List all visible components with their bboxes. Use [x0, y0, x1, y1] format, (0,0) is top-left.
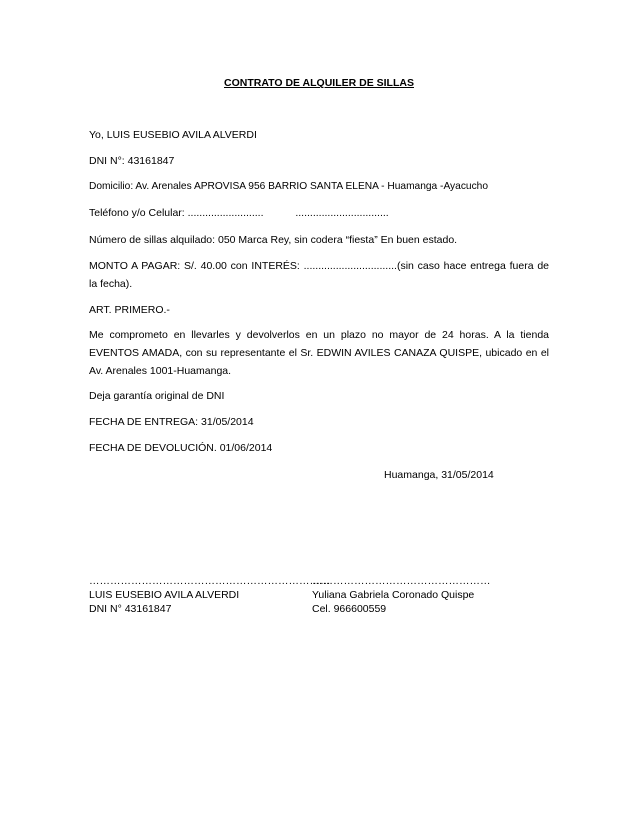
payment-paragraph: MONTO A PAGAR: S/. 40.00 con INTERÉS: ................................(sin caso hace entrega fuera de la fecha). [89, 260, 549, 290]
signature-id-left: DNI N° 43161847 [89, 603, 172, 615]
delivery-date-line: FECHA DE ENTREGA: 31/05/2014 [89, 416, 254, 428]
article-heading: ART. PRIMERO.- [89, 304, 170, 316]
dni-line: DNI N°: 43161847 [89, 155, 175, 167]
signature-block-right [312, 574, 491, 616]
guarantee-line: Deja garantía original de DNI [89, 390, 225, 402]
signature-name-right: Yuliana Gabriela Coronado Quispe [312, 589, 475, 601]
phone-line [89, 204, 549, 222]
address-line: Domicilio: Av. Arenales APROVISA 956 BARRIO SANTA ELENA - Huamanga -Ayacucho [89, 181, 489, 192]
return-date-line: FECHA DE DEVOLUCIÓN. 01/06/2014 [89, 442, 273, 454]
tenant-name-line: Yo, LUIS EUSEBIO AVILA ALVERDI [89, 129, 257, 141]
signature-line-left: …………………………………………………………… [89, 575, 331, 587]
chairs-line: Número de sillas alquilado: 050 Marca Rey, sin codera “fiesta” En buen estado. [89, 234, 458, 246]
phone-label: Teléfono y/o Celular: .......................... [89, 207, 264, 219]
article-text: Me comprometo en llevarles y devolverlos en un plazo no mayor de 24 horas. A la tienda EVENTOS AMADA, con su representante el Sr. EDWIN AVILES CANAZA QUISPE, ubicado en el Av. Arenales 1001-Huamanga. [89, 329, 549, 377]
signature-id-right: Cel. 966600559 [312, 603, 387, 615]
document-title: CONTRATO DE ALQUILER DE SILLAS [224, 77, 414, 89]
signature-line-right: …………………………………………… [312, 575, 491, 587]
signature-block-left [89, 574, 331, 616]
place-date-line: Huamanga, 31/05/2014 [384, 469, 494, 481]
phone-blank: ................................ [295, 207, 389, 219]
signature-name-left: LUIS EUSEBIO AVILA ALVERDI [89, 589, 240, 601]
